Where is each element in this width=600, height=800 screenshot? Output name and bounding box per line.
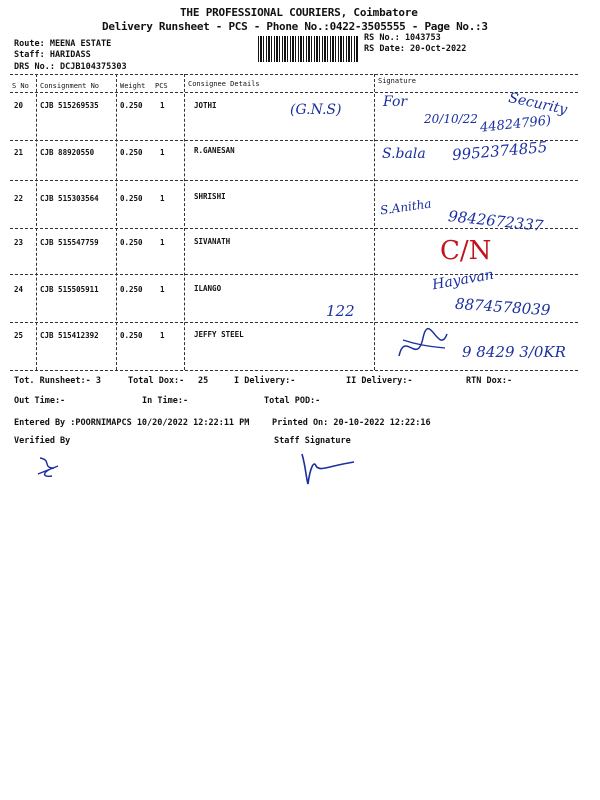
row-weight: 0.250 — [120, 194, 143, 203]
row-consignment: CJB 515269535 — [40, 101, 99, 110]
row-weight: 0.250 — [120, 238, 143, 247]
runsheet-title: Delivery Runsheet - PCS - Phone No.:0422-3505555 - Page No.:3 — [102, 20, 488, 33]
verified-by: Verified By — [14, 436, 71, 446]
row-pcs: 1 — [160, 285, 165, 294]
handwritten-phone: 44824796) — [479, 113, 552, 136]
row-sno: 23 — [14, 238, 24, 247]
row-consignment: CJB 515303564 — [40, 194, 99, 203]
row-sno: 22 — [14, 194, 24, 203]
row-rule — [10, 322, 578, 323]
out-time: Out Time:- — [14, 396, 66, 406]
row-sno: 21 — [14, 148, 24, 157]
row-weight: 0.250 — [120, 331, 143, 340]
handwritten-signature: Hayavan — [431, 266, 496, 294]
i-delivery: I Delivery:- — [234, 376, 296, 386]
col-header-signature: Signature — [378, 77, 416, 85]
barcode-image — [258, 36, 358, 62]
row-consignee: SHRISHI — [194, 192, 226, 201]
handwritten-phone: 9842672337 — [447, 207, 545, 235]
staff-signature-image — [298, 448, 358, 488]
col-header-consignment: Consignment No — [40, 82, 100, 90]
row-consignment: CJB 515547759 — [40, 238, 99, 247]
col-divider — [184, 74, 185, 370]
signature-scribble-image — [395, 326, 453, 366]
row-consignee: ILANGO — [194, 284, 222, 293]
handwritten-phone: 8874578039 — [454, 294, 551, 320]
handwritten-security: Security — [506, 89, 569, 119]
row-rule — [10, 140, 578, 141]
company-name: THE PROFESSIONAL COURIERS, Coimbatore — [180, 6, 418, 19]
rs-date-label: RS Date: 20-Oct-2022 — [364, 44, 467, 54]
handwritten-phone: 9 8429 3/0KR — [462, 343, 566, 361]
row-sno: 24 — [14, 285, 24, 294]
col-divider — [36, 74, 37, 370]
rs-no-label: RS No.: 1043753 — [364, 33, 441, 43]
col-header-weight: Weight — [120, 82, 146, 90]
row-consignee: R.GANESAN — [194, 146, 235, 155]
handwritten-signature: S.bala — [382, 146, 426, 162]
col-header-consignee: Consignee Details — [188, 80, 260, 88]
total-dox-label: Total Dox:- — [128, 376, 185, 386]
row-consignee: SIVANATH — [194, 237, 231, 246]
total-pod: Total POD:- — [264, 396, 321, 406]
row-rule — [10, 180, 578, 181]
row-pcs: 1 — [160, 194, 165, 203]
row-weight: 0.250 — [120, 148, 143, 157]
entered-by: Entered By :POORNIMAPCS 10/20/2022 12:22:11 PM — [14, 418, 250, 428]
in-time: In Time:- — [142, 396, 189, 406]
col-divider — [116, 74, 117, 370]
col-header-pcs: PCS — [155, 82, 168, 90]
row-weight: 0.250 — [120, 285, 143, 294]
handwritten-cln: C/N — [440, 236, 492, 266]
row-consignment: CJB 88920550 — [40, 148, 95, 157]
row-sno: 25 — [14, 331, 24, 340]
row-pcs: 1 — [160, 331, 165, 340]
row-weight: 0.250 — [120, 101, 143, 110]
ii-delivery: II Delivery:- — [346, 376, 413, 386]
route-label: Route: MEENA ESTATE — [14, 39, 112, 49]
drs-label: DRS No.: DCJB104375303 — [14, 62, 127, 72]
handwritten-gns: (G.N.S) — [290, 102, 342, 118]
handwritten-signature: S.Anitha — [379, 196, 433, 218]
row-consignment: CJB 515412392 — [40, 331, 99, 340]
row-pcs: 1 — [160, 101, 165, 110]
row-pcs: 1 — [160, 238, 165, 247]
handwritten-date: 20/10/22 — [424, 112, 478, 126]
table-top-rule — [10, 74, 578, 75]
handwritten-phone: 9952374855 — [451, 137, 549, 165]
row-consignment: CJB 515505911 — [40, 285, 99, 294]
col-divider — [374, 74, 375, 370]
row-pcs: 1 — [160, 148, 165, 157]
table-header-rule — [10, 92, 578, 93]
row-consignee: JOTHI — [194, 101, 217, 110]
table-bottom-rule — [10, 370, 578, 371]
verifier-signature-image — [34, 452, 64, 482]
total-dox-value: 25 — [198, 376, 209, 386]
col-header-sno: S No — [12, 82, 29, 90]
staff-signature-label: Staff Signature — [274, 436, 351, 446]
handwritten-for: For — [383, 94, 408, 110]
row-consignee: JEFFY STEEL — [194, 330, 244, 339]
staff-label: Staff: HARIDASS — [14, 50, 91, 60]
printed-on: Printed On: 20-10-2022 12:22:16 — [272, 418, 431, 428]
row-sno: 20 — [14, 101, 24, 110]
handwritten-note: 122 — [326, 302, 355, 320]
tot-runsheet: Tot. Runsheet:- 3 — [14, 376, 101, 386]
rtn-dox: RTN Dox:- — [466, 376, 513, 386]
